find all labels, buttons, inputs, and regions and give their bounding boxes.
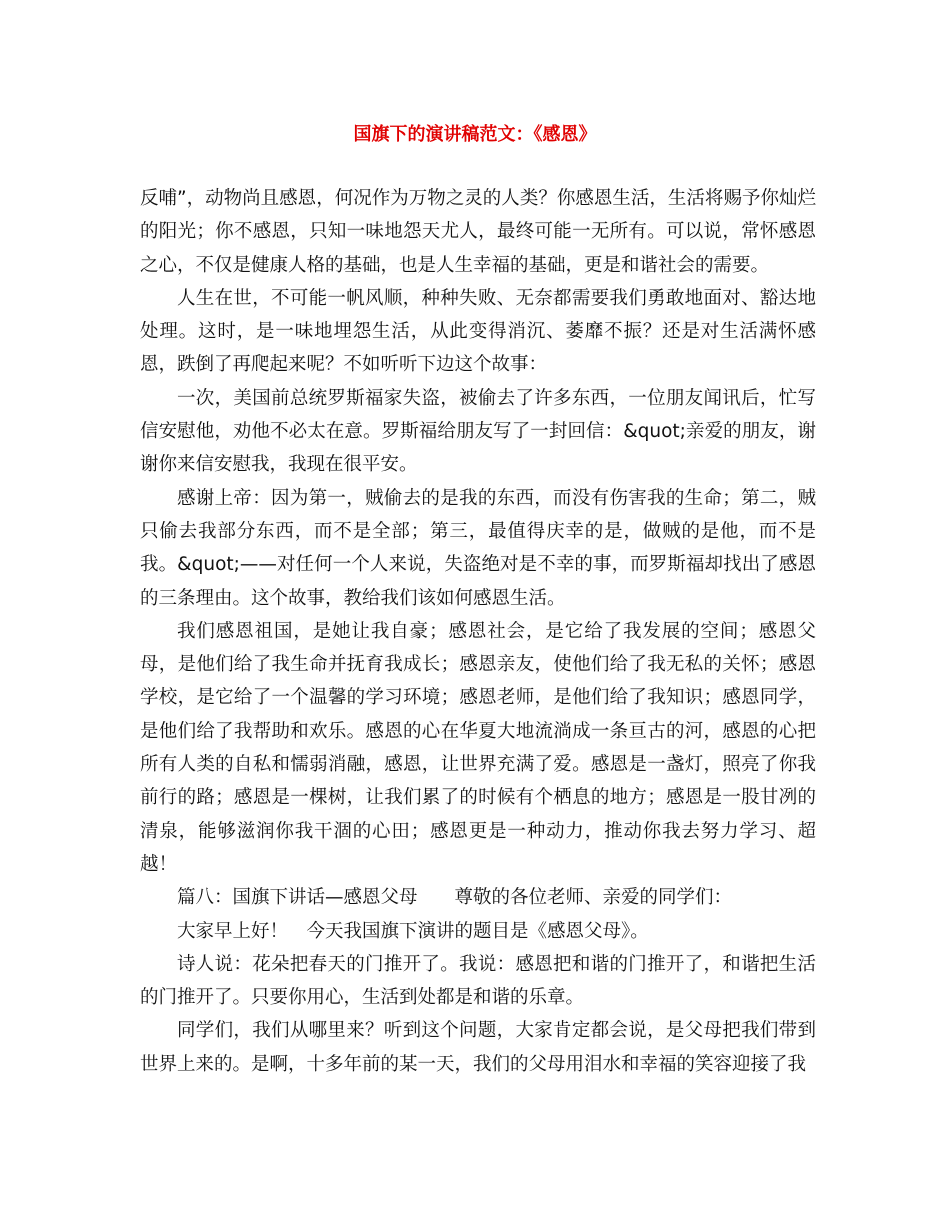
document-title: 国旗下的演讲稿范文：《感恩》 bbox=[353, 124, 597, 145]
paragraph-5: 我们感恩祖国，是她让我自豪；感恩社会，是它给了我发展的空间；感恩父母，是他们给了我生命并抚育我成长；感恩亲友，使他们给了我无私的关怀；感恩学校，是它给了一个温馨的学习环境；感恩老师，是他们给了我知识；感恩同学，是他们给了我帮助和欢乐。感恩的心在华夏大地流淌成一条亘古的河，感恩的心把所有人类的自私和懦弱消融，感恩，让世界充满了爱。感恩是一盏灯，照亮了你我前行的路；感恩是一棵树，让我们累了的时候有个栖息的地方；感恩是一股甘冽的清泉，能够滋润你我干涸的心田；感恩更是一种动力，推动你我去努力学习、超越！ bbox=[140, 620, 816, 875]
paragraph-6: 篇八：国旗下讲话—感恩父母 尊敬的各位老师、亲爱的同学们： bbox=[177, 887, 733, 909]
paragraph-1: 反哺”，动物尚且感恩，何况作为万物之灵的人类？你感恩生活，生活将赐予你灿烂的阳光；你不感恩，只知一味地怨天尤人，最终可能一无所有。可以说，常怀感恩之心，不仅是健康人格的基础，也是人生幸福的基础，更是和谐社会的需要。 bbox=[140, 188, 816, 276]
paragraph-9: 同学们，我们从哪里来？听到这个问题，大家肯定都会说，是父母把我们带到世界上来的。是啊，十多年前的某一天，我们的父母用泪水和幸福的笑容迎接了我 bbox=[140, 1020, 816, 1075]
document-body bbox=[140, 182, 816, 1081]
paragraph-3: 一次，美国前总统罗斯福家失盗，被偷去了许多东西，一位朋友闻讯后，忙写信安慰他，劝他不必太在意。罗斯福给朋友写了一封回信：&quot;亲爱的朋友，谢谢你来信安慰我，我现在很平安。 bbox=[140, 387, 816, 476]
paragraph-4: 感谢上帝：因为第一，贼偷去的是我的东西，而没有伤害我的生命；第二，贼只偷去我部分东西，而不是全部；第三，最值得庆幸的是，做贼的是他，而不是我。&quot;——对任何一个人来说，失盗绝对是不幸的事，而罗斯福却找出了感恩的三条理由。这个故事，教给我们该如何感恩生活。 bbox=[140, 487, 816, 609]
paragraph-8: 诗人说：花朵把春天的门推开了。我说：感恩把和谐的门推开了，和谐把生活的门推开了。只要你用心，生活到处都是和谐的乐章。 bbox=[140, 953, 816, 1009]
paragraph-7: 大家早上好！ 今天我国旗下演讲的题目是《感恩父母》。 bbox=[177, 920, 649, 942]
paragraph-2: 人生在世，不可能一帆风顺，种种失败、无奈都需要我们勇敢地面对、豁达地处理。这时，是一味地埋怨生活，从此变得消沉、萎靡不振？还是对生活满怀感恩，跌倒了再爬起来呢？不如听听下边这个故事： bbox=[140, 287, 816, 376]
